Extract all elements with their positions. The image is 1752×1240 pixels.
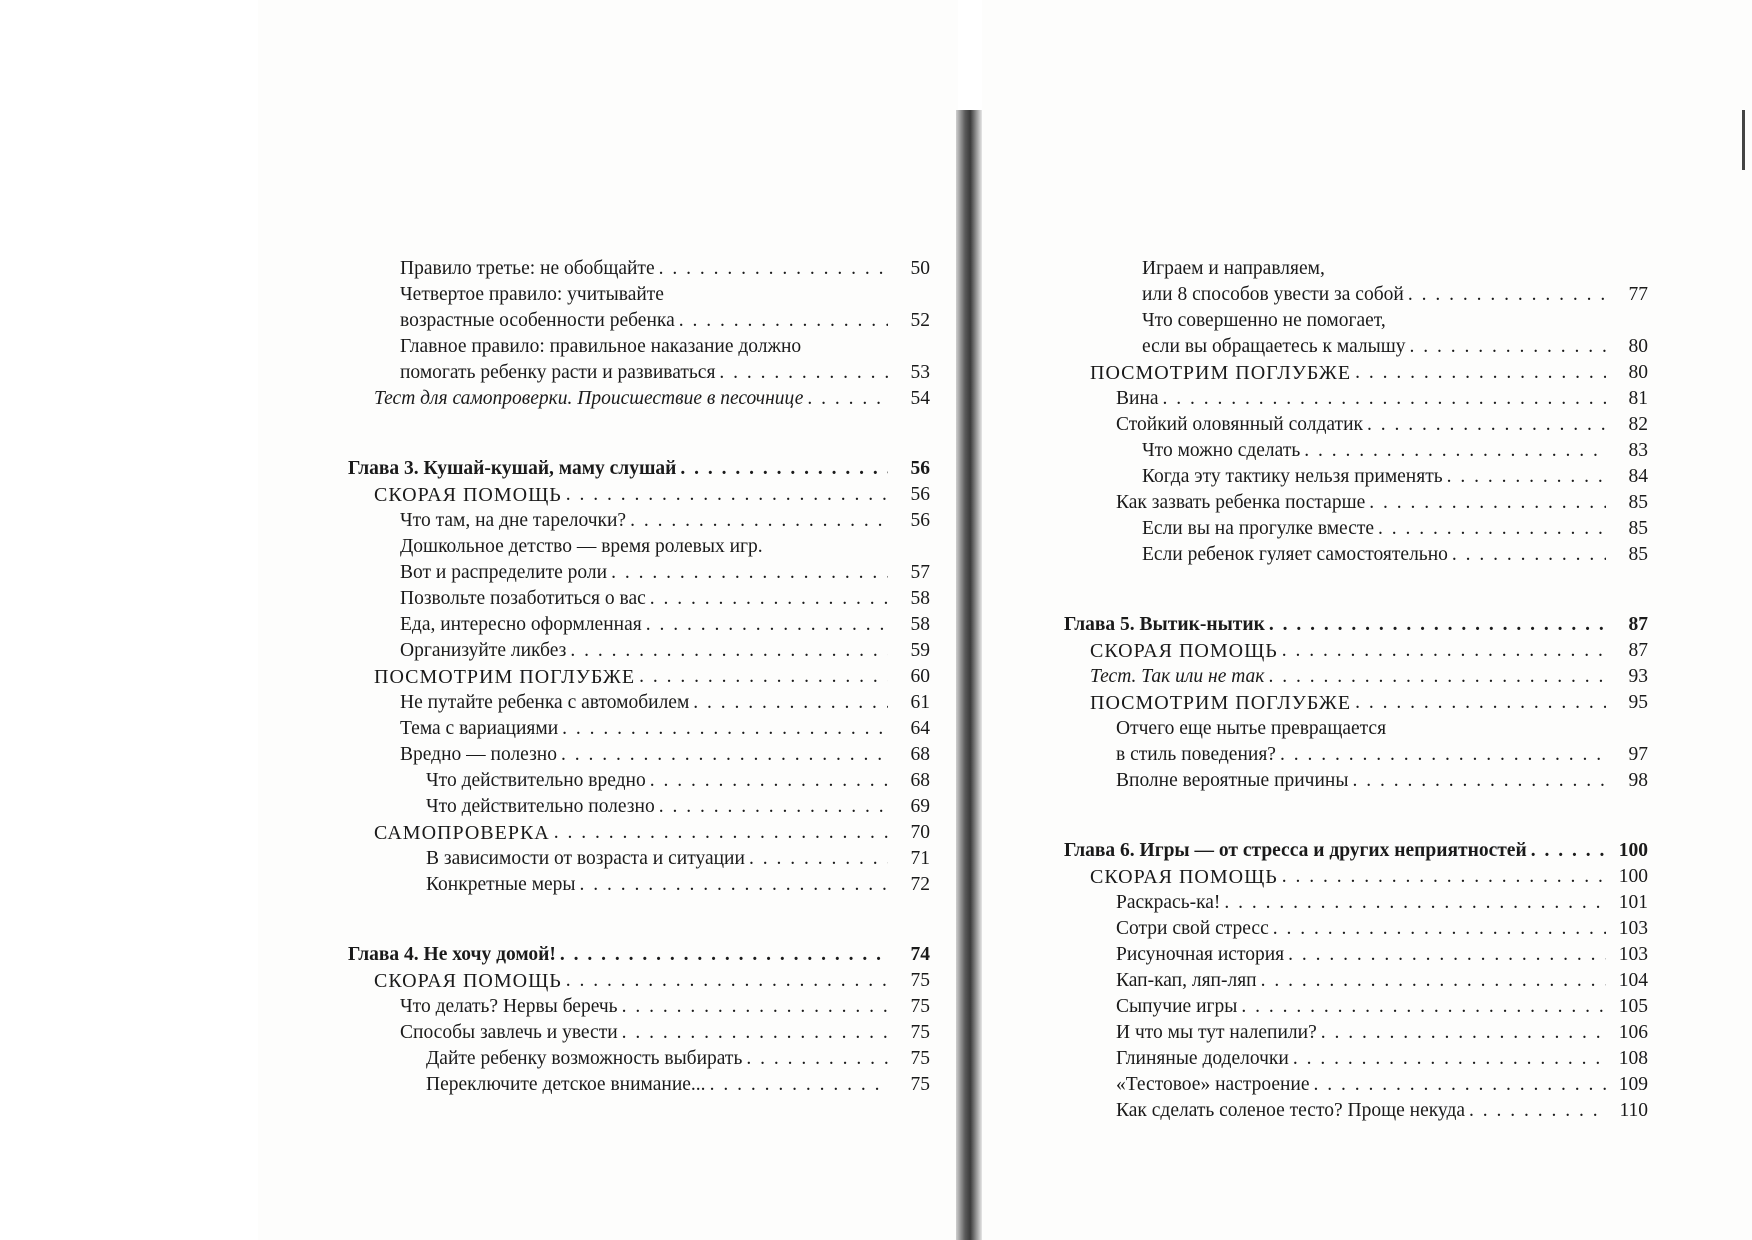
- toc-entry: [346, 1020, 930, 1046]
- toc-entry: [1062, 664, 1648, 690]
- toc-entry-title: помогать ребенку расти и развиваться: [400, 362, 716, 383]
- toc-entry: [346, 256, 930, 282]
- section-gap: [1062, 568, 1648, 612]
- leader-dots: [680, 456, 888, 482]
- toc-entry-title: или 8 способов увести за собой: [1142, 284, 1404, 305]
- toc-entry: [346, 586, 930, 612]
- leader-dots: [1261, 968, 1606, 994]
- toc-entry-title: Тест для самопроверки. Происшествие в песочнице: [374, 388, 804, 409]
- toc-page-number: 100: [1618, 866, 1648, 887]
- leader-dots: [1452, 542, 1606, 568]
- leader-dots: [650, 768, 888, 794]
- leader-dots: [1447, 464, 1606, 490]
- toc-entry-title: если вы обращаетесь к малышу: [1142, 336, 1406, 357]
- toc-entry: [1062, 490, 1648, 516]
- leader-dots: [566, 968, 888, 994]
- toc-entry-title: Рисуночная история: [1116, 944, 1285, 965]
- leader-dots: [1531, 838, 1606, 864]
- toc-entry: [1062, 464, 1648, 490]
- toc-entry-title: Если вы на прогулке вместе: [1142, 518, 1375, 539]
- page-edge-mark: [1742, 110, 1745, 170]
- toc-entry: [1062, 412, 1648, 438]
- leader-dots: [807, 386, 888, 412]
- toc-page-number: 85: [1628, 492, 1648, 513]
- toc-page-number: 77: [1628, 284, 1648, 305]
- leader-dots: [719, 360, 888, 386]
- toc-entry-title: Тема с вариациями: [400, 718, 559, 739]
- toc-page-number: 85: [1628, 518, 1648, 539]
- toc-chapter: [346, 456, 930, 482]
- toc-entry-title: Позвольте позаботиться о вас: [400, 588, 646, 609]
- toc-entry: [1062, 1098, 1648, 1124]
- toc-entry: [1062, 542, 1648, 568]
- toc-entry-title: Что действительно полезно: [426, 796, 655, 817]
- toc-entry-title: Глиняные доделочки: [1116, 1048, 1289, 1069]
- leader-dots: [1293, 1046, 1606, 1072]
- leader-dots: [1408, 282, 1606, 308]
- toc-entry: [346, 664, 930, 690]
- toc-entry-title: СКОРАЯ ПОМОЩЬ: [374, 484, 562, 506]
- leader-dots: [1241, 994, 1606, 1020]
- toc-entry: [346, 690, 930, 716]
- leader-dots: [1469, 1098, 1606, 1124]
- leader-dots: [659, 256, 888, 282]
- toc-page-number: 72: [910, 874, 930, 895]
- toc-page-number: 110: [1619, 1100, 1648, 1121]
- toc-entry: [1062, 968, 1648, 994]
- toc-page-number: 64: [910, 718, 930, 739]
- toc-page-number: 75: [910, 1048, 930, 1069]
- toc-entry: [346, 846, 930, 872]
- toc-entry-title: Главное правило: правильное наказание должно: [400, 336, 802, 357]
- leader-dots: [566, 482, 888, 508]
- toc-entry: [346, 612, 930, 638]
- toc-page-number: 61: [910, 692, 930, 713]
- toc-entry: [1062, 1020, 1648, 1046]
- leader-dots: [1321, 1020, 1606, 1046]
- toc-page-number: 85: [1628, 544, 1648, 565]
- toc-entry-title: Тест. Так или не так: [1090, 666, 1265, 687]
- toc-entry: [346, 508, 930, 534]
- toc-page-number: 71: [910, 848, 930, 869]
- toc-entry-title: СКОРАЯ ПОМОЩЬ: [374, 970, 562, 992]
- toc-page-number: 75: [910, 970, 930, 991]
- toc-entry: [1062, 864, 1648, 890]
- toc-entry: [1062, 690, 1648, 716]
- toc-entry: [1062, 360, 1648, 386]
- leader-dots: [1304, 438, 1606, 464]
- leader-dots: [1268, 664, 1606, 690]
- toc-entry-title: «Тестовое» настроение: [1116, 1074, 1310, 1095]
- toc-entry: [1062, 308, 1648, 334]
- toc-entry-title: Когда эту тактику нельзя применять: [1142, 466, 1443, 487]
- toc-entry: [1062, 994, 1648, 1020]
- toc-entry-title: Вина: [1116, 388, 1159, 409]
- toc-page-number: 75: [910, 1074, 930, 1095]
- toc-entry: [1062, 256, 1648, 282]
- leader-dots: [1355, 690, 1606, 716]
- toc-page-number: 75: [910, 1022, 930, 1043]
- toc-entry: [346, 282, 930, 308]
- toc-entry-title: Дайте ребенку возможность выбирать: [426, 1048, 743, 1069]
- toc-entry-title: ПОСМОТРИМ ПОГЛУБЖЕ: [1090, 692, 1352, 714]
- toc-entry: [1062, 742, 1648, 768]
- toc-page-number: 60: [910, 666, 930, 687]
- right-toc: [1062, 256, 1648, 1124]
- toc-entry: [1062, 438, 1648, 464]
- toc-page-number: 80: [1628, 362, 1648, 383]
- leader-dots: [1273, 916, 1606, 942]
- leader-dots: [1378, 516, 1606, 542]
- leader-dots: [561, 742, 888, 768]
- toc-entry: [1062, 516, 1648, 542]
- leader-dots: [570, 638, 888, 664]
- leader-dots: [1282, 864, 1606, 890]
- toc-entry-title: Кап-кап, ляп-ляп: [1116, 970, 1257, 991]
- toc-entry: [346, 386, 930, 412]
- toc-chapter: [1062, 612, 1648, 638]
- leader-dots: [1352, 768, 1606, 794]
- toc-entry: [346, 1046, 930, 1072]
- toc-page-number: 103: [1618, 944, 1648, 965]
- toc-page-number: 81: [1628, 388, 1648, 409]
- toc-page-number: 56: [910, 510, 930, 531]
- toc-entry: [346, 742, 930, 768]
- toc-entry: [346, 638, 930, 664]
- toc-entry-title: Правило третье: не обобщайте: [400, 258, 655, 279]
- toc-page-number: 52: [910, 310, 930, 331]
- toc-entry-title: Что делать? Нервы беречь: [400, 996, 618, 1017]
- toc-entry-title: Организуйте ликбез: [400, 640, 567, 661]
- toc-entry-title: Сотри свой стресс: [1116, 918, 1269, 939]
- leader-dots: [646, 612, 888, 638]
- toc-page-number: 58: [910, 588, 930, 609]
- toc-page-number: 84: [1628, 466, 1648, 487]
- toc-page-number: 68: [910, 744, 930, 765]
- toc-entry-title: Глава 4. Не хочу домой!: [348, 944, 556, 965]
- toc-entry-title: Глава 5. Вытик-нытик: [1064, 614, 1265, 635]
- leader-dots: [1367, 412, 1606, 438]
- toc-entry-title: Способы завлечь и увести: [400, 1022, 618, 1043]
- toc-entry-title: Еда, интересно оформленная: [400, 614, 642, 635]
- leader-dots: [650, 586, 888, 612]
- toc-entry: [346, 308, 930, 334]
- toc-entry: [346, 820, 930, 846]
- toc-entry: [346, 994, 930, 1020]
- toc-entry-title: Сыпучие игры: [1116, 996, 1238, 1017]
- leader-dots: [659, 794, 888, 820]
- toc-entry: [1062, 768, 1648, 794]
- leader-dots: [679, 308, 888, 334]
- leader-dots: [746, 1046, 888, 1072]
- toc-page-number: 68: [910, 770, 930, 791]
- toc-page-number: 56: [910, 458, 930, 479]
- toc-page-number: 56: [910, 484, 930, 505]
- toc-entry: [346, 560, 930, 586]
- toc-page-number: 69: [910, 796, 930, 817]
- section-gap: [346, 898, 930, 942]
- leader-dots: [562, 716, 888, 742]
- toc-entry: [1062, 386, 1648, 412]
- toc-entry-title: Что совершенно не помогает,: [1142, 310, 1386, 331]
- toc-entry-title: Стойкий оловянный солдатик: [1116, 414, 1363, 435]
- leader-dots: [1369, 490, 1606, 516]
- toc-entry-title: В зависимости от возраста и ситуации: [426, 848, 745, 869]
- toc-entry: [1062, 916, 1648, 942]
- toc-entry-title: возрастные особенности ребенка: [400, 310, 675, 331]
- leader-dots: [749, 846, 888, 872]
- toc-entry: [346, 872, 930, 898]
- toc-entry: [1062, 1072, 1648, 1098]
- leader-dots: [622, 1020, 888, 1046]
- toc-entry-title: Играем и направляем,: [1142, 258, 1325, 279]
- leader-dots: [639, 664, 888, 690]
- toc-entry-title: Конкретные меры: [426, 874, 576, 895]
- toc-page-number: 54: [910, 388, 930, 409]
- toc-entry-title: Глава 3. Кушай-кушай, маму слушай: [348, 458, 677, 479]
- toc-entry-title: Раскрась-ка!: [1116, 892, 1221, 913]
- toc-page-number: 106: [1618, 1022, 1648, 1043]
- toc-entry-title: в стиль поведения?: [1116, 744, 1276, 765]
- leader-dots: [554, 820, 888, 846]
- toc-entry-title: Что можно сделать: [1142, 440, 1301, 461]
- leader-dots: [1163, 386, 1606, 412]
- toc-page-number: 87: [1628, 614, 1648, 635]
- toc-entry-title: Вот и распределите роли: [400, 562, 608, 583]
- toc-page-number: 53: [910, 362, 930, 383]
- toc-page-number: 95: [1628, 692, 1648, 713]
- toc-entry-title: Переключите детское внимание...: [426, 1074, 706, 1095]
- toc-page-number: 57: [910, 562, 930, 583]
- section-gap: [1062, 794, 1648, 838]
- toc-page-number: 104: [1618, 970, 1648, 991]
- toc-page-number: 109: [1618, 1074, 1648, 1095]
- toc-entry-title: Не путайте ребенка с автомобилем: [400, 692, 690, 713]
- leader-dots: [630, 508, 888, 534]
- leader-dots: [560, 942, 888, 968]
- toc-page-number: 108: [1618, 1048, 1648, 1069]
- toc-page-number: 70: [910, 822, 930, 843]
- toc-entry-title: Что действительно вредно: [426, 770, 646, 791]
- toc-chapter: [346, 942, 930, 968]
- leader-dots: [1314, 1072, 1607, 1098]
- toc-entry-title: Как сделать соленое тесто? Проще некуда: [1116, 1100, 1466, 1121]
- leader-dots: [611, 560, 888, 586]
- toc-page-number: 80: [1628, 336, 1648, 357]
- toc-entry-title: Глава 6. Игры — от стресса и других неприятностей: [1064, 840, 1527, 861]
- toc-entry: [1062, 334, 1648, 360]
- toc-entry-title: ПОСМОТРИМ ПОГЛУБЖЕ: [374, 666, 636, 688]
- book-spine-gutter: [956, 110, 982, 1240]
- leader-dots: [1269, 612, 1606, 638]
- toc-entry: [1062, 1046, 1648, 1072]
- toc-entry: [346, 716, 930, 742]
- leader-dots: [622, 994, 888, 1020]
- leader-dots: [1280, 742, 1606, 768]
- toc-entry: [1062, 942, 1648, 968]
- toc-page-number: 74: [910, 944, 930, 965]
- leader-dots: [693, 690, 888, 716]
- toc-page-number: 83: [1628, 440, 1648, 461]
- leader-dots: [1288, 942, 1606, 968]
- toc-entry: [346, 482, 930, 508]
- toc-entry-title: САМОПРОВЕРКА: [374, 822, 550, 844]
- toc-entry: [1062, 638, 1648, 664]
- toc-entry: [346, 794, 930, 820]
- toc-page-number: 105: [1618, 996, 1648, 1017]
- toc-entry: [346, 334, 930, 360]
- leader-dots: [580, 872, 888, 898]
- toc-page-number: 103: [1618, 918, 1648, 939]
- toc-entry-title: Что там, на дне тарелочки?: [400, 510, 627, 531]
- section-gap: [346, 412, 930, 456]
- toc-entry: [346, 768, 930, 794]
- toc-page-number: 100: [1618, 840, 1648, 861]
- toc-page-number: 93: [1628, 666, 1648, 687]
- toc-page-number: 59: [910, 640, 930, 661]
- leader-dots: [1282, 638, 1606, 664]
- toc-entry-title: И что мы тут налепили?: [1116, 1022, 1317, 1043]
- toc-entry: [346, 534, 930, 560]
- toc-entry: [346, 360, 930, 386]
- toc-entry-title: Вредно — полезно: [400, 744, 557, 765]
- left-toc: [346, 256, 930, 1098]
- toc-entry: [346, 1072, 930, 1098]
- leader-dots: [710, 1072, 888, 1098]
- toc-entry: [346, 968, 930, 994]
- toc-chapter: [1062, 838, 1648, 864]
- toc-entry-title: Если ребенок гуляет самостоятельно: [1142, 544, 1448, 565]
- toc-page-number: 50: [910, 258, 930, 279]
- toc-page-number: 82: [1628, 414, 1648, 435]
- toc-entry-title: Как зазвать ребенка постарше: [1116, 492, 1366, 513]
- toc-page-number: 58: [910, 614, 930, 635]
- toc-entry: [1062, 282, 1648, 308]
- toc-entry-title: СКОРАЯ ПОМОЩЬ: [1090, 640, 1278, 662]
- leader-dots: [1355, 360, 1606, 386]
- toc-page-number: 97: [1628, 744, 1648, 765]
- toc-entry: [1062, 890, 1648, 916]
- toc-page-number: 87: [1628, 640, 1648, 661]
- toc-entry: [1062, 716, 1648, 742]
- toc-entry-title: Дошкольное детство — время ролевых игр.: [400, 536, 763, 557]
- toc-page-number: 98: [1628, 770, 1648, 791]
- toc-entry-title: Вполне вероятные причины: [1116, 770, 1349, 791]
- toc-entry-title: Четвертое правило: учитывайте: [400, 284, 664, 305]
- leader-dots: [1410, 334, 1607, 360]
- toc-entry-title: СКОРАЯ ПОМОЩЬ: [1090, 866, 1278, 888]
- toc-entry-title: Отчего еще нытье превращается: [1116, 718, 1387, 739]
- toc-page-number: 75: [910, 996, 930, 1017]
- toc-entry-title: ПОСМОТРИМ ПОГЛУБЖЕ: [1090, 362, 1352, 384]
- toc-page-number: 101: [1618, 892, 1648, 913]
- leader-dots: [1224, 890, 1606, 916]
